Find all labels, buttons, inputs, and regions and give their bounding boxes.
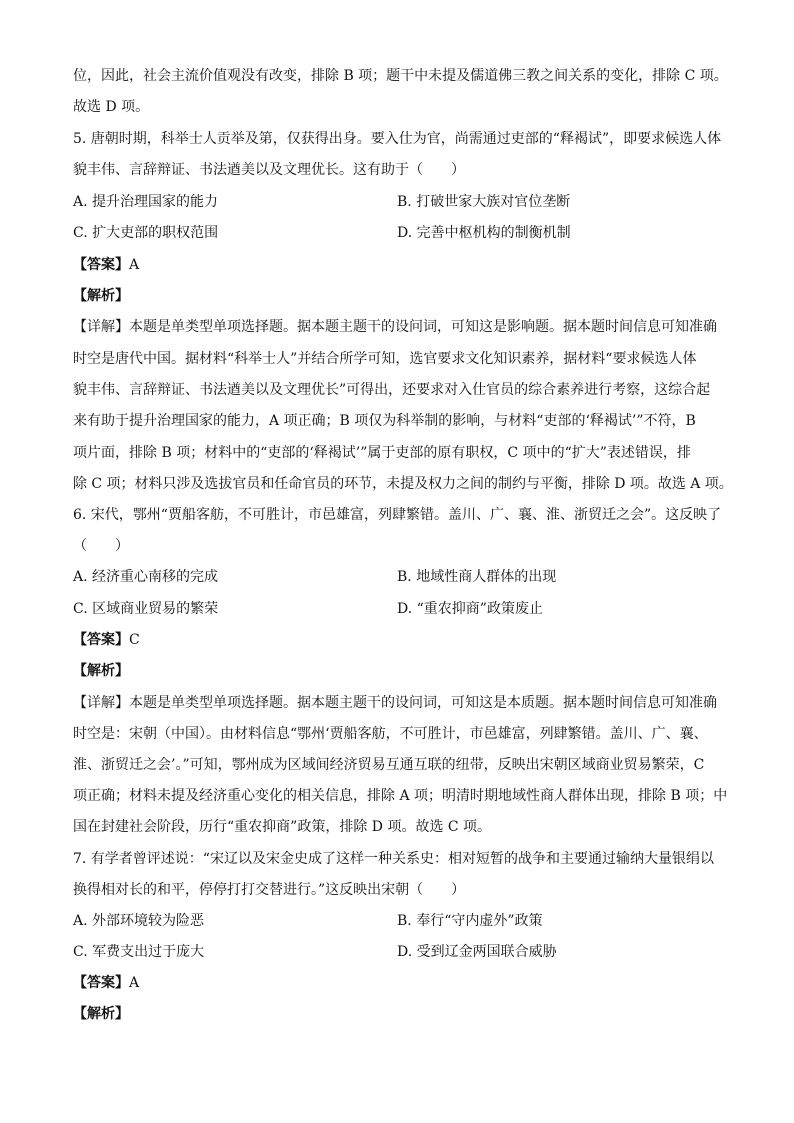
q6-stem-line-2: （ ） — [73, 538, 129, 554]
q5-analysis-heading: 【解析】 — [73, 288, 129, 304]
q6-detail-line-4: 项正确；材料未提及经济重心变化的相关信息，排除 A 项；明清时期地域性商人群体出现，排除 B 项；中 — [73, 788, 728, 804]
q5-detail-line-1: 【详解】本题是单类型单项选择题。据本题主题干的设问词，可知这是影响题。据本题时间信息可知准确 — [73, 319, 717, 335]
q6-option-b: B. 地域性商人群体的出现 — [397, 569, 557, 585]
q6-analysis-heading: 【解析】 — [73, 663, 129, 679]
answer-tag: 【答案】 — [73, 257, 129, 273]
q5-option-b: B. 打破世家大族对官位垄断 — [397, 194, 571, 210]
q4-tail-line-2: 故选 D 项。 — [73, 99, 150, 115]
q7-stem-line-2: 换得相对长的和平，停停打打交替进行。”这反映出宋朝（ ） — [73, 882, 466, 898]
q5-stem-line-1: 5. 唐朝时期，科举士人贡举及第，仅获得出身。要入仕为官，尚需通过吏部的“释褐试”，即要求候选人体 — [73, 131, 722, 147]
q5-option-a: A. 提升治理国家的能力 — [73, 194, 219, 210]
q7-answer — [73, 973, 273, 993]
q6-answer — [73, 630, 273, 650]
answer-tag: 【答案】 — [73, 632, 129, 648]
q6-detail-line-2: 时空是：宋朝（中国）。由材料信息“鄂州‘贾船客舫，不可胜计，市邑雄富，列肆繁错。盖川、广、襄、 — [73, 726, 708, 742]
q5-detail-line-6: 除 C 项；材料只涉及选拔官员和任命官员的环节，未提及权力之间的制约与平衡，排除 D 项。故选 A 项。 — [73, 476, 733, 492]
answer-value: A — [129, 975, 140, 991]
q6-detail-line-5: 国在封建社会阶段，历行“重农抑商”政策，排除 D 项。故选 C 项。 — [73, 819, 492, 835]
q5-stem-line-2: 貌丰伟、言辞辩证、书法遒美以及文理优长。这有助于（ ） — [73, 162, 465, 178]
q6-option-c: C. 区域商业贸易的繁荣 — [73, 601, 219, 617]
q7-option-b: B. 奉行“守内虚外”政策 — [397, 913, 543, 929]
answer-value: A — [129, 257, 140, 273]
q5-answer — [73, 255, 273, 275]
q5-option-d: D. 完善中枢机构的制衡机制 — [397, 225, 571, 241]
answer-value: C — [129, 632, 140, 648]
answer-tag: 【答案】 — [73, 975, 129, 991]
q5-detail-line-3: 貌丰伟、言辞辩证、书法遒美以及文理优长”可得出，还要求对入仕官员的综合素养进行考察，这综合起 — [73, 382, 711, 398]
q7-option-c: C. 军费支出过于庞大 — [73, 944, 205, 960]
q5-detail-line-5: 项片面，排除 B 项；材料中的“吏部的‘释褐试’”属于吏部的原有职权，C 项中的“扩大”表述错误，排 — [73, 445, 691, 461]
q7-analysis-heading: 【解析】 — [73, 1006, 129, 1022]
q5-detail-line-4: 来有助于提升治理国家的能力，A 项正确；B 项仅为科举制的影响，与材料“吏部的‘释褐试’”不符，B — [73, 413, 696, 429]
q5-detail-line-2: 时空是唐代中国。据材料“科举士人”并结合所学可知，选官要求文化知识素养，据材料“要求候选人体 — [73, 351, 697, 367]
q6-option-a: A. 经济重心南移的完成 — [73, 569, 219, 585]
q4-tail-line-1: 位，因此，社会主流价值观没有改变，排除 B 项；题干中未提及儒道佛三教之间关系的变化，排除 C 项。 — [73, 68, 728, 84]
q5-option-c: C. 扩大吏部的职权范围 — [73, 225, 219, 241]
q7-option-a: A. 外部环境较为险恶 — [73, 913, 205, 929]
q7-option-d: D. 受到辽金两国联合威胁 — [397, 944, 557, 960]
q6-detail-line-1: 【详解】本题是单类型单项选择题。据本题主题干的设问词，可知这是本质题。据本题时间信息可知准确 — [73, 695, 717, 711]
q6-detail-line-3: 淮、浙贸迁之会’。”可知，鄂州成为区域间经济贸易互通互联的纽带，反映出宋朝区域商业贸易繁荣，C — [73, 757, 705, 773]
q7-stem-line-1: 7. 有学者曾评述说：“宋辽以及宋金史成了这样一种关系史：相对短暂的战争和主要通过输纳大量银绢以 — [73, 851, 714, 867]
q6-option-d: D. “重农抑商”政策废止 — [397, 601, 543, 617]
q6-stem-line-1: 6. 宋代，鄂州“贾船客舫，不可胜计，市邑雄富，列肆繁错。盖川、广、襄、淮、浙贸迁之会”。这反映了 — [73, 507, 722, 523]
